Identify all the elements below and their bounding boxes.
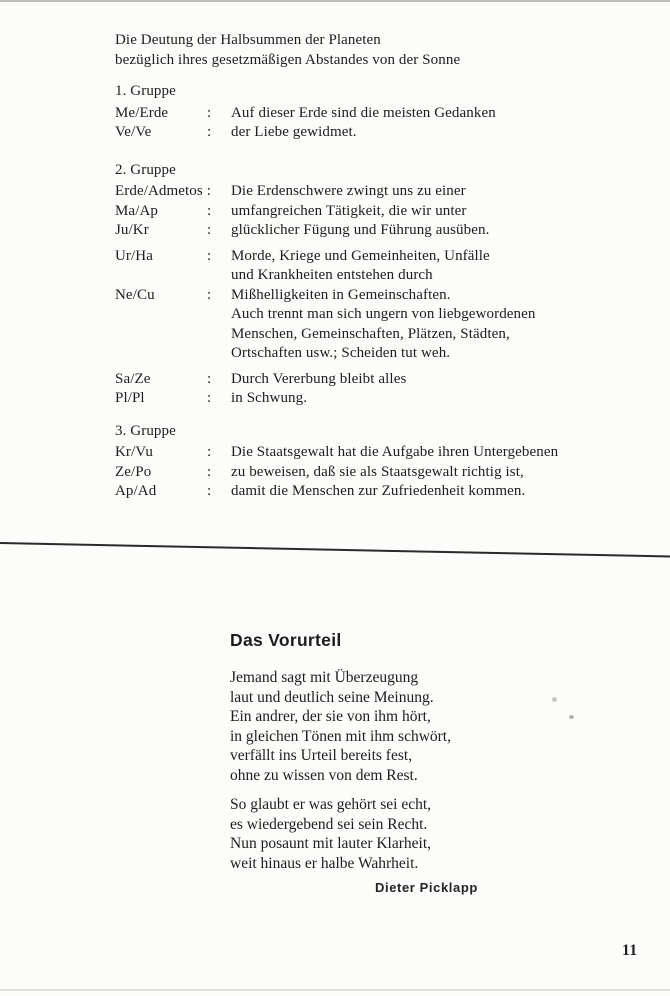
row-text: Menschen, Gemeinschaften, Plätzen, Städten, <box>231 325 510 342</box>
row-colon <box>207 344 231 364</box>
row-colon <box>207 266 231 286</box>
row-text: damit die Menschen zur Zufriedenheit kommen. <box>231 483 526 499</box>
row-colon: : <box>207 390 212 406</box>
document-title <box>115 31 595 70</box>
poem-line: Ein andrer, der sie von ihm hört, <box>230 708 431 725</box>
row-label <box>115 266 207 286</box>
row-text: umfangreichen Tätigkeit, die wir unter <box>231 202 467 219</box>
table-row <box>115 443 595 463</box>
groups <box>115 82 595 502</box>
scan-edge-top <box>0 0 670 2</box>
row-text: Mißhelligkeiten in Gemeinschaften. <box>231 286 451 303</box>
table-row <box>115 286 595 306</box>
row-label: Pl/Pl <box>115 390 145 406</box>
row-text: Die Erdenschwere zwingt uns zu einer <box>231 183 466 199</box>
table-row <box>115 482 595 502</box>
page-number: 11 <box>622 942 638 959</box>
row-label: Ur/Ha <box>115 247 153 264</box>
table-row <box>115 221 595 241</box>
group-rows <box>115 182 595 409</box>
main-text-column <box>115 31 595 502</box>
group-rows <box>115 104 595 143</box>
row-text: Auf dieser Erde sind die meisten Gedanken <box>231 104 496 121</box>
row-colon <box>207 325 231 345</box>
table-row <box>115 325 595 345</box>
row-label: Me/Erde <box>115 104 169 121</box>
row-label: Ve/Ve <box>115 124 152 140</box>
row-colon: : <box>207 202 212 219</box>
row-text: in Schwung. <box>231 390 308 406</box>
row-label: Kr/Vu <box>115 444 153 460</box>
scan-speck <box>569 715 574 719</box>
row-label: Erde/Admetos : <box>115 183 211 199</box>
group-heading: 3. Gruppe <box>115 422 176 439</box>
row-label: Sa/Ze <box>115 370 151 387</box>
table-row <box>115 247 595 267</box>
row-colon: : <box>207 222 212 238</box>
row-text: Durch Vererbung bleibt alles <box>231 370 407 387</box>
table-row <box>115 389 595 409</box>
poem-title: Das Vorurteil <box>230 630 342 650</box>
poem-line: weit hinaus er halbe Wahrheit. <box>230 854 419 872</box>
row-colon: : <box>207 247 212 264</box>
row-label: Ap/Ad <box>115 483 157 499</box>
poem-section <box>230 630 560 898</box>
title-line-1: Die Deutung der Halbsummen der Planeten <box>115 32 381 48</box>
table-row <box>115 305 595 325</box>
row-label: Ze/Po <box>115 463 152 480</box>
group-heading: 1. Gruppe <box>115 83 176 99</box>
row-colon <box>207 305 231 325</box>
scan-speck <box>552 697 557 702</box>
poem-stanzas <box>230 668 560 873</box>
poem-stanza <box>230 795 560 873</box>
row-text: zu beweisen, daß sie als Staatsgewalt richtig ist, <box>231 463 524 480</box>
table-row <box>115 463 595 483</box>
table-row <box>115 182 595 202</box>
interpretation-group <box>115 161 595 409</box>
poem-line: ohne zu wissen von dem Rest. <box>230 766 418 784</box>
row-label: Ne/Cu <box>115 286 155 303</box>
poem-line: Nun posaunt mit lauter Klarheit, <box>230 835 432 852</box>
row-text: Die Staatsgewalt hat die Aufgabe ihren Untergebenen <box>231 444 559 460</box>
row-text: Morde, Kriege und Gemeinheiten, Unfälle <box>231 247 490 264</box>
table-row <box>115 123 595 143</box>
row-text: glücklicher Fügung und Führung ausüben. <box>231 222 490 238</box>
poem-line: laut und deutlich seine Meinung. <box>230 688 434 706</box>
row-colon: : <box>207 124 212 140</box>
group-rows <box>115 443 595 502</box>
scan-edge-bottom <box>0 989 670 991</box>
table-row <box>115 266 595 286</box>
poem-line: So glaubt er was gehört sei echt, <box>230 796 432 813</box>
poem-line: es wiedergebend sei sein Recht. <box>230 815 428 833</box>
poem-line: Jemand sagt mit Überzeugung <box>230 669 419 686</box>
group-heading: 2. Gruppe <box>115 161 176 178</box>
row-label: Ju/Kr <box>115 222 149 238</box>
horizontal-rule <box>0 542 670 558</box>
row-label <box>115 305 207 325</box>
row-colon: : <box>207 286 212 303</box>
row-colon: : <box>207 463 212 480</box>
row-colon: : <box>207 370 212 387</box>
table-row <box>115 104 595 124</box>
table-row <box>115 370 595 390</box>
poem-line: in gleichen Tönen mit ihm schwört, <box>230 727 451 745</box>
poem-attribution: Dieter Picklapp <box>375 880 478 895</box>
row-label <box>115 325 207 345</box>
row-colon: : <box>207 444 212 460</box>
row-label: Ma/Ap <box>115 202 158 219</box>
title-line-2: bezüglich ihres gesetzmäßigen Abstandes von der Sonne <box>115 51 461 68</box>
row-colon: : <box>207 483 212 499</box>
row-text: und Krankheiten entstehen durch <box>231 267 433 283</box>
interpretation-group <box>115 422 595 502</box>
poem-line: verfällt ins Urteil bereits fest, <box>230 747 413 764</box>
table-row <box>115 202 595 222</box>
row-text: der Liebe gewidmet. <box>231 124 357 140</box>
row-text: Ortschaften usw.; Scheiden tut weh. <box>231 345 451 361</box>
table-row <box>115 344 595 364</box>
row-colon <box>207 182 231 202</box>
row-text: Auch trennt man sich ungern von liebgewordenen <box>231 306 536 322</box>
interpretation-group <box>115 82 595 143</box>
poem-stanza <box>230 668 560 785</box>
row-label <box>115 344 207 364</box>
row-colon: : <box>207 104 212 121</box>
